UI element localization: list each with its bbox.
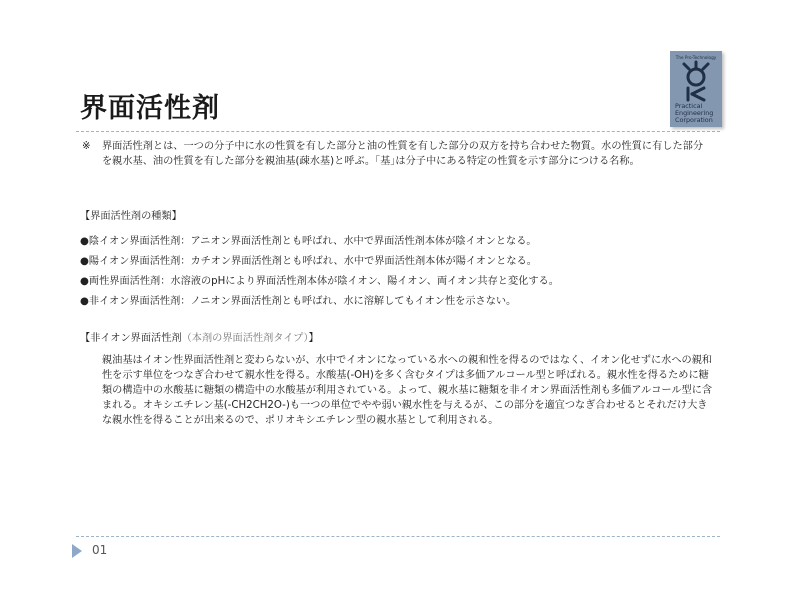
type-anionic: ●陰イオン界面活性剤：アニオン界面活性剤とも呼ばれ、水中で界面活性剤本体が陰イオンとなる。 xyxy=(80,236,537,247)
nonionic-heading-main: 【非イオン界面活性剤 xyxy=(80,333,182,344)
types-list xyxy=(80,234,720,314)
type-amphoteric: ●両性界面活性剤：水溶液のpHにより界面活性剤本体が陰イオン、陽イオン、両イオン共存と変化する。 xyxy=(80,276,559,287)
nonionic-heading-sub: （本剤の界面活性剤タイプ） xyxy=(181,333,309,344)
footer-divider xyxy=(76,536,720,537)
page-number: 01 xyxy=(92,543,108,557)
definition-note xyxy=(82,139,712,169)
logo-tagline: The Pro-Technology xyxy=(675,55,717,60)
definition-text: 界面活性剤とは、一つの分子中に水の性質を有した部分と油の性質を有した部分の双方を持ち合わせた物質。水の性質に有した部分を親水基、油の性質を有した部分を親油基(疎水基)と呼ぶ。｢基｣は分子中にある特定の性質を示す部分につける名称。 xyxy=(102,141,704,167)
nonionic-heading xyxy=(80,331,319,346)
logo-line2: Engineering xyxy=(675,109,714,117)
logo-line1: Practical xyxy=(675,102,703,110)
logo-graphic xyxy=(670,51,722,127)
logo-line3: Corporation xyxy=(675,116,713,124)
title-divider xyxy=(76,131,720,132)
types-heading: 【界面活性剤の種類】 xyxy=(80,211,182,222)
nonionic-paragraph: 親油基はイオン性界面活性剤と変わらないが、水中でイオンになっている水への親和性を得るのではなく、イオン化せずに水への親和性を示す単位をつなぎ合わせて親水性を得る。水酸基(-OH)を多く含むタイプは多価アルコール型と呼ばれる。親水性を得るために糖類の構造中の水酸基に糖類の構造中の水酸基が利用されている。よって、親水基に糖類を非イオン界面活性剤も多価アルコール型に含まれる。オキシエチレン基(-CH2CH2O-)も一つの単位でやや弱い親水性を与えるが、この部分を適宜つなぎ合わせるとそれだけ大きな親水性を得ることが出来るので、ポリオキシエチレン型の親水基として利用される。 xyxy=(102,355,713,426)
nonionic-heading-close: 】 xyxy=(308,333,319,344)
note-mark: ※ xyxy=(82,141,91,152)
type-nonionic: ●非イオン界面活性剤：ノニオン界面活性剤とも呼ばれ、水に溶解してもイオン性を示さない。 xyxy=(80,296,517,307)
type-cationic: ●陽イオン界面活性剤：カチオン界面活性剤とも呼ばれ、水中で界面活性剤本体が陽イオンとなる。 xyxy=(80,256,537,267)
company-logo xyxy=(670,51,722,127)
footer-arrow-icon xyxy=(72,544,82,558)
slide-title: 界面活性剤 xyxy=(80,93,220,124)
